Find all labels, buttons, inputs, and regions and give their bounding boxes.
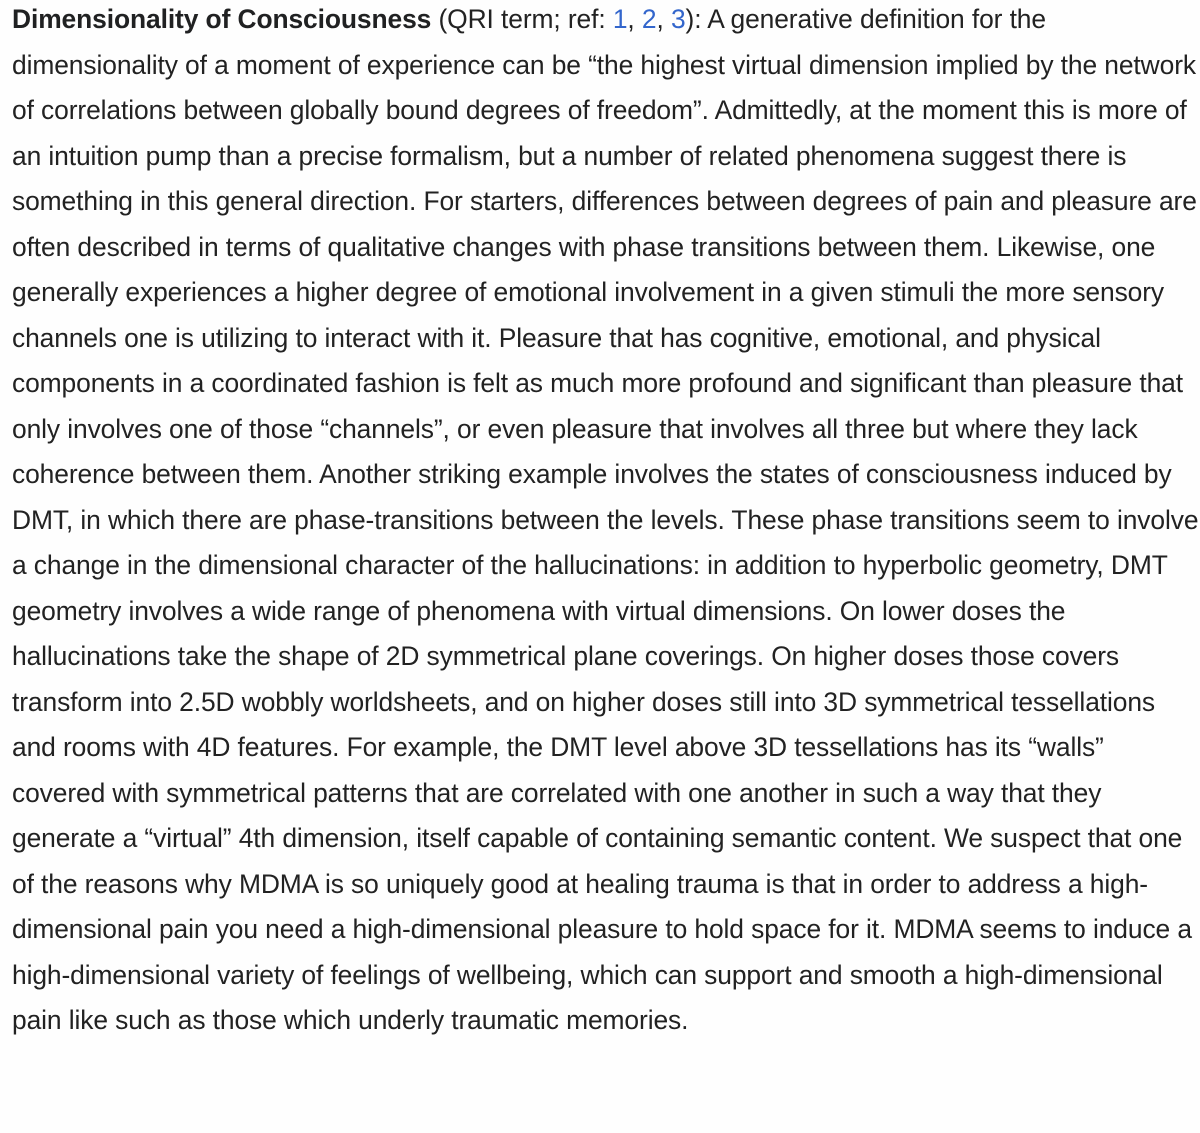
ref-link-2[interactable]: 2 <box>641 4 657 34</box>
entry-body: A generative definition for the dimensionality of a moment of experience can be “the highest virtual dimension implied by the network of correlations between globally bound degrees of freedom”. Admittedly, at the moment this is more of an intuition pump than a precise formalism, but a number of related phenomena suggest there is something in this general direction. For starters, differences between degrees of pain and pleasure are often described in terms of qualitative changes with phase transitions between them. Likewise, one generally experiences a higher degree of emotional involvement in a given stimuli the more sensory channels one is utilizing to interact with it. Pleasure that has cognitive, emotional, and physical components in a coordinated fashion is felt as much more profound and significant than pleasure that only involves one of those “channels”, or even pleasure that involves all three but where they lack coherence between them. Another striking example involves the states of consciousness induced by DMT, in which there are phase-transitions between the levels. These phase transitions seem to involve a change in the dimensional character of the hallucinations: in addition to hyperbolic geometry, DMT geometry involves a wide range of phenomena with virtual dimensions. On lower doses the hallucinations take the shape of 2D symmetrical plane coverings. On higher doses those covers transform into 2.5D wobbly worldsheets, and on higher doses still into 3D symmetrical tessellations and rooms with 4D features. For example, the DMT level above 3D tessellations has its “walls” covered with symmetrical patterns that are correlated with one another in such a way that they generate a “virtual” 4th dimension, itself capable of containing semantic content. We suspect that one of the reasons why MDMA is so uniquely good at healing trauma is that in order to address a high-dimensional pain you need a high-dimensional pleasure to hold space for it. MDMA seems to induce a high-dimensional variety of feelings of wellbeing, which can support and smooth a high-dimensional pain like such as those which underly traumatic memories. <box>12 4 1199 1035</box>
ref-separator: , <box>627 4 642 34</box>
ref-separator: , <box>656 4 671 34</box>
ref-link-3[interactable]: 3 <box>670 4 686 34</box>
ref-link-1[interactable]: 1 <box>612 4 628 34</box>
entry-meta-open: (QRI term; ref: <box>431 4 613 34</box>
entry-term: Dimensionality of Consciousness <box>12 4 432 34</box>
entry-meta-close: ): <box>685 4 708 34</box>
